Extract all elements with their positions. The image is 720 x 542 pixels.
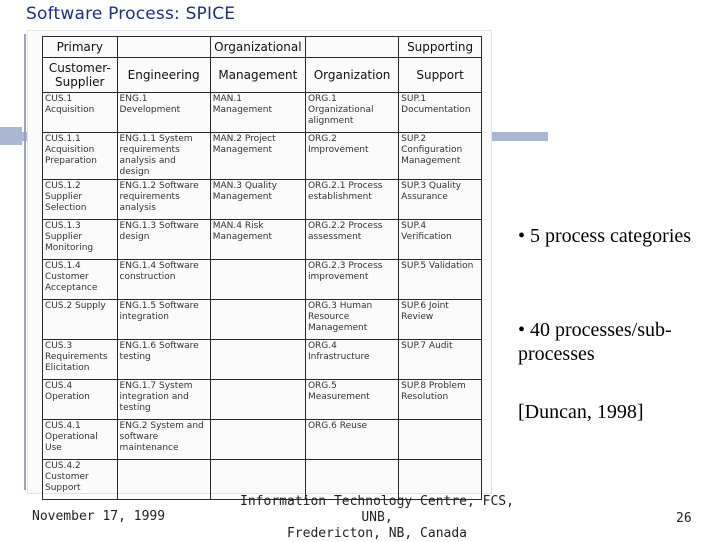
table-cell: MAN.2 Project Management bbox=[210, 133, 305, 180]
table-header-row-groups bbox=[43, 58, 482, 93]
header-cell: Support bbox=[399, 58, 482, 93]
table-row bbox=[43, 420, 482, 460]
table-cell: CUS.1.3 Supplier Monitoring bbox=[43, 220, 118, 260]
table-cell: ENG.1.6 Software testing bbox=[117, 340, 210, 380]
table-body bbox=[43, 93, 482, 500]
footer-organization bbox=[222, 494, 532, 542]
table-cell: SUP.2 Configuration Management bbox=[399, 133, 482, 180]
table-cell bbox=[117, 460, 210, 500]
table-cell: CUS.4.2 Customer Support bbox=[43, 460, 118, 500]
table-cell: ORG.2.2 Process assessment bbox=[305, 220, 398, 260]
table-cell: ORG.2.3 Process improvement bbox=[305, 260, 398, 300]
table-cell bbox=[210, 300, 305, 340]
table-cell: ENG.1.7 System integration and testing bbox=[117, 380, 210, 420]
table-header-row-categories bbox=[43, 37, 482, 58]
table-cell bbox=[210, 340, 305, 380]
header-cell bbox=[305, 37, 398, 58]
slide-title: Software Process: SPICE bbox=[26, 4, 236, 24]
header-cell: Supporting bbox=[399, 37, 482, 58]
table-cell bbox=[210, 420, 305, 460]
bullet-process-categories: • 5 process categories bbox=[518, 225, 692, 247]
table-cell: SUP.8 Problem Resolution bbox=[399, 380, 482, 420]
table-cell: ENG.2 System and software maintenance bbox=[117, 420, 210, 460]
table-cell: SUP.7 Audit bbox=[399, 340, 482, 380]
bullet-process-count: • 40 processes/sub-processes bbox=[518, 319, 672, 365]
page-number: 26 bbox=[676, 511, 692, 526]
footer-org-line1: Information Technology Centre, FCS, UNB, bbox=[240, 494, 514, 525]
table-row bbox=[43, 260, 482, 300]
header-cell: Engineering bbox=[117, 58, 210, 93]
table-cell: CUS.1.4 Customer Acceptance bbox=[43, 260, 118, 300]
footer-org-line2: Fredericton, NB, Canada bbox=[286, 526, 467, 541]
table-cell: CUS.1.1 Acquisition Preparation bbox=[43, 133, 118, 180]
table-cell: CUS.4 Operation bbox=[43, 380, 118, 420]
footer-date: November 17, 1999 bbox=[32, 509, 166, 524]
table-cell: ORG.1 Organizational alignment bbox=[305, 93, 398, 133]
table-cell bbox=[399, 420, 482, 460]
table-cell: SUP.5 Validation bbox=[399, 260, 482, 300]
table-cell: MAN.1 Management bbox=[210, 93, 305, 133]
table-cell: ENG.1.1 System requirements analysis and design bbox=[117, 133, 210, 180]
table-cell: ENG.1 Development bbox=[117, 93, 210, 133]
header-cell: Management bbox=[210, 58, 305, 93]
table-cell: ENG.1.5 Software integration bbox=[117, 300, 210, 340]
table-cell: CUS.2 Supply bbox=[43, 300, 118, 340]
table-row bbox=[43, 93, 482, 133]
table-cell: ORG.2 Improvement bbox=[305, 133, 398, 180]
table-row bbox=[43, 380, 482, 420]
table-cell: CUS.1 Acquisition bbox=[43, 93, 118, 133]
table-row bbox=[43, 220, 482, 260]
header-cell: Organization bbox=[305, 58, 398, 93]
header-cell bbox=[117, 37, 210, 58]
header-cell: Customer-Supplier bbox=[43, 58, 118, 93]
table-cell: ORG.5 Measurement bbox=[305, 380, 398, 420]
table-cell: ORG.3 Human Resource Management bbox=[305, 300, 398, 340]
table-cell: MAN.4 Risk Management bbox=[210, 220, 305, 260]
table-cell: ORG.4 Infrastructure bbox=[305, 340, 398, 380]
header-cell: Organizational bbox=[210, 37, 305, 58]
decorative-vertical-line bbox=[24, 34, 26, 490]
header-cell: Primary bbox=[43, 37, 118, 58]
table-cell: SUP.1 Documentation bbox=[399, 93, 482, 133]
table-cell: ORG.2.1 Process establishment bbox=[305, 180, 398, 220]
table-cell: CUS.4.1 Operational Use bbox=[43, 420, 118, 460]
table-cell: ENG.1.2 Software requirements analysis bbox=[117, 180, 210, 220]
table-cell: CUS.1.2 Supplier Selection bbox=[43, 180, 118, 220]
table-cell bbox=[210, 260, 305, 300]
table-cell bbox=[210, 380, 305, 420]
table-cell: ORG.6 Reuse bbox=[305, 420, 398, 460]
table-cell: ENG.1.3 Software design bbox=[117, 220, 210, 260]
table-cell: CUS.3 Requirements Elicitation bbox=[43, 340, 118, 380]
table-cell: SUP.6 Joint Review bbox=[399, 300, 482, 340]
citation: [Duncan, 1998] bbox=[518, 401, 644, 423]
table-cell: MAN.3 Quality Management bbox=[210, 180, 305, 220]
table-cell: SUP.3 Quality Assurance bbox=[399, 180, 482, 220]
table-row bbox=[43, 340, 482, 380]
spice-process-table bbox=[42, 36, 482, 500]
table-cell: SUP.4 Verification bbox=[399, 220, 482, 260]
table-row bbox=[43, 300, 482, 340]
table-row bbox=[43, 133, 482, 180]
table-cell: ENG.1.4 Software construction bbox=[117, 260, 210, 300]
table-row bbox=[43, 180, 482, 220]
